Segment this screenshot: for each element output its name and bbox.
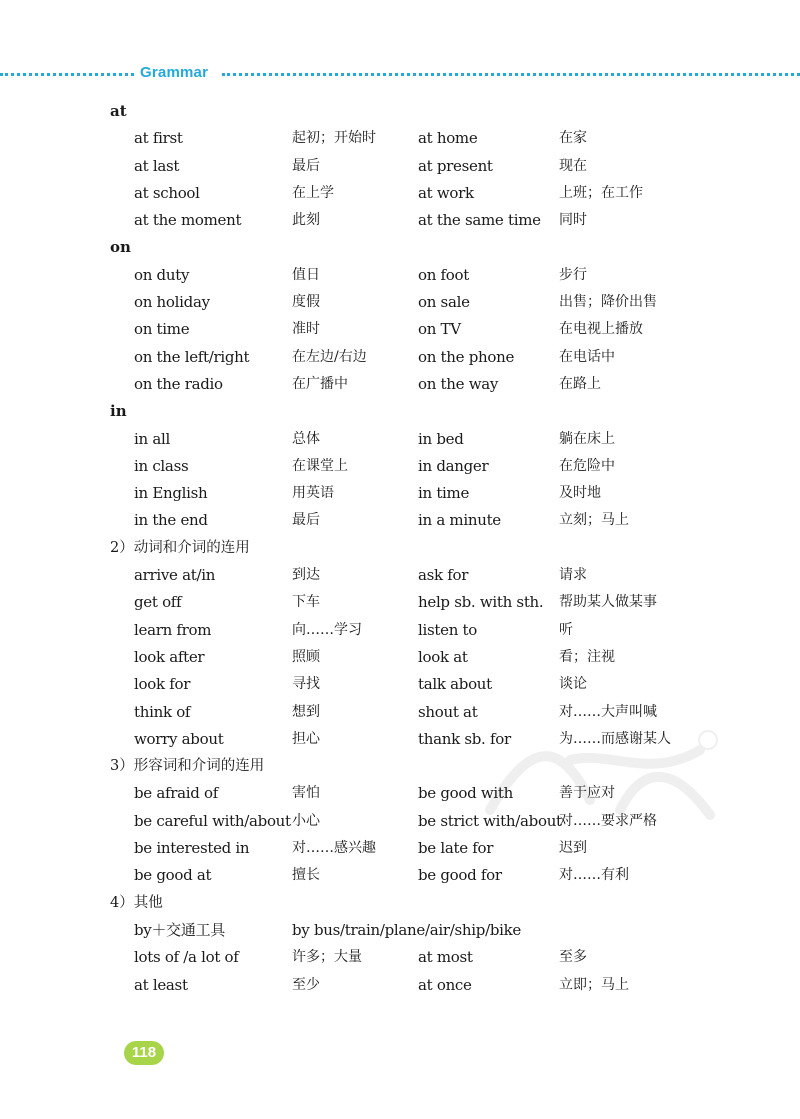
section-header xyxy=(0,64,800,86)
phrase: talk about xyxy=(418,675,492,694)
meaning: 至多 xyxy=(559,949,587,966)
meaning: 寻找 xyxy=(292,676,320,693)
meaning: 在电视上播放 xyxy=(559,321,643,338)
table-row xyxy=(0,371,800,398)
phrase: look for xyxy=(134,675,191,694)
dotted-divider-right xyxy=(222,73,800,76)
phrase: shout at xyxy=(418,702,478,721)
phrase: at school xyxy=(134,183,200,202)
section-heading-verb-prep: 2）动词和介词的连用 xyxy=(110,539,250,556)
meaning: 值日 xyxy=(292,266,320,283)
phrase: in all xyxy=(134,429,170,448)
meaning: 立刻；马上 xyxy=(559,512,629,529)
phrase: at work xyxy=(418,183,474,202)
table-row xyxy=(0,835,800,862)
section-title: Grammar xyxy=(140,64,209,81)
meaning: 现在 xyxy=(559,157,587,174)
meaning: 听 xyxy=(559,621,573,638)
phrase: think of xyxy=(134,702,191,721)
table-row xyxy=(0,780,800,807)
phrase: at first xyxy=(134,129,183,148)
dotted-divider-left xyxy=(0,73,134,76)
meaning: 请求 xyxy=(559,567,587,584)
phrase: in class xyxy=(134,456,189,475)
phrase: at present xyxy=(418,156,493,175)
table-row xyxy=(0,426,800,453)
meaning: 对……大声叫喊 xyxy=(559,703,657,720)
meaning: 同时 xyxy=(559,212,587,229)
phrase: be good with xyxy=(418,784,514,803)
phrase: on holiday xyxy=(134,293,210,312)
meaning: 上班；在工作 xyxy=(559,184,643,201)
meaning: 立即；马上 xyxy=(559,976,629,993)
meaning: 担心 xyxy=(292,730,320,747)
meaning: 此刻 xyxy=(292,212,320,229)
phrase: in danger xyxy=(418,456,489,475)
phrase: arrive at/in xyxy=(134,566,216,585)
phrase: ask for xyxy=(418,566,469,585)
phrase: be late for xyxy=(418,839,494,858)
meaning: 最后 xyxy=(292,157,320,174)
table-row xyxy=(0,699,800,726)
meaning: 在路上 xyxy=(559,375,601,392)
phrase: in English xyxy=(134,484,208,503)
meaning: 准时 xyxy=(292,321,320,338)
section-heading-at: at xyxy=(110,102,127,120)
phrase: be afraid of xyxy=(134,784,219,803)
meaning: 对……有利 xyxy=(559,867,629,884)
meaning: 至少 xyxy=(292,976,320,993)
table-row xyxy=(0,862,800,889)
phrase: be strict with/about xyxy=(418,811,562,830)
meaning: 躺在床上 xyxy=(559,430,615,447)
table-row xyxy=(0,726,800,753)
table-row xyxy=(0,562,800,589)
table-row xyxy=(0,644,800,671)
phrase: at most xyxy=(418,948,473,967)
table-row xyxy=(0,617,800,644)
table-row xyxy=(0,289,800,316)
phrase: lots of /a lot of xyxy=(134,948,239,967)
meaning: 照顾 xyxy=(292,648,320,665)
phrase: help sb. with sth. xyxy=(418,593,544,612)
phrase: on TV xyxy=(418,320,461,339)
meaning: 起初；开始时 xyxy=(292,130,376,147)
table-row xyxy=(0,180,800,207)
phrase-example: by bus/train/plane/air/ship/bike xyxy=(292,920,521,939)
section-heading-in: in xyxy=(110,402,127,421)
phrase: look after xyxy=(134,647,205,666)
meaning: 到达 xyxy=(292,567,320,584)
phrase: be interested in xyxy=(134,839,250,858)
meaning: 擅长 xyxy=(292,867,320,884)
page-number-badge: 118 xyxy=(124,1041,164,1065)
meaning: 向……学习 xyxy=(292,621,362,638)
phrase: in a minute xyxy=(418,511,501,530)
table-row xyxy=(0,671,800,698)
meaning: 步行 xyxy=(559,266,587,283)
section-heading-adj-prep: 3）形容词和介词的连用 xyxy=(110,758,265,775)
table-row xyxy=(0,453,800,480)
meaning: 最后 xyxy=(292,512,320,529)
phrase-list xyxy=(0,98,800,999)
meaning: 在家 xyxy=(559,130,587,147)
meaning: 善于应对 xyxy=(559,785,615,802)
meaning: 在电话中 xyxy=(559,348,615,365)
phrase: at once xyxy=(418,975,472,994)
meaning: 在危险中 xyxy=(559,457,615,474)
phrase: on time xyxy=(134,320,190,339)
phrase: on the way xyxy=(418,374,499,393)
phrase: on duty xyxy=(134,265,190,284)
meaning: 为……而感谢某人 xyxy=(559,730,671,747)
table-row xyxy=(0,808,800,835)
meaning: 对……感兴趣 xyxy=(292,840,376,857)
meaning: 出售；降价出售 xyxy=(559,294,657,311)
phrase: on the phone xyxy=(418,347,515,366)
meaning: 及时地 xyxy=(559,485,601,502)
table-row xyxy=(0,480,800,507)
meaning: 对……要求严格 xyxy=(559,812,657,829)
meaning: 想到 xyxy=(292,703,320,720)
meaning: 在上学 xyxy=(292,184,334,201)
phrase: in time xyxy=(418,484,470,503)
meaning: 用英语 xyxy=(292,485,334,502)
phrase: on the radio xyxy=(134,374,223,393)
phrase: in the end xyxy=(134,511,208,530)
section-heading-on: on xyxy=(110,238,131,257)
phrase: listen to xyxy=(418,620,477,639)
meaning: 度假 xyxy=(292,294,320,311)
table-row xyxy=(0,507,800,534)
phrase: learn from xyxy=(134,620,212,639)
phrase: at home xyxy=(418,129,478,148)
table-row xyxy=(0,917,800,944)
meaning: 总体 xyxy=(292,430,320,447)
phrase: at the moment xyxy=(134,211,242,230)
phrase: at last xyxy=(134,156,180,175)
phrase: in bed xyxy=(418,429,464,448)
meaning: 在左边/右边 xyxy=(292,348,367,365)
meaning: 迟到 xyxy=(559,840,587,857)
phrase: at the same time xyxy=(418,211,541,230)
section-heading-other: 4）其他 xyxy=(110,894,163,911)
meaning: 在课堂上 xyxy=(292,457,348,474)
table-row xyxy=(0,153,800,180)
phrase: be good at xyxy=(134,866,212,885)
phrase: at least xyxy=(134,975,188,994)
meaning: 看；注视 xyxy=(559,648,615,665)
table-row xyxy=(0,262,800,289)
phrase: worry about xyxy=(134,729,224,748)
table-row xyxy=(0,589,800,616)
meaning: 谈论 xyxy=(559,676,587,693)
phrase: be careful with/about xyxy=(134,811,291,830)
meaning: 小心 xyxy=(292,812,320,829)
meaning: 许多；大量 xyxy=(292,949,362,966)
phrase: look at xyxy=(418,647,468,666)
phrase: be good for xyxy=(418,866,502,885)
meaning: 帮助某人做某事 xyxy=(559,594,657,611)
meaning: 下车 xyxy=(292,594,320,611)
phrase: get off xyxy=(134,593,182,612)
meaning: 害怕 xyxy=(292,785,320,802)
table-row xyxy=(0,125,800,152)
table-row xyxy=(0,344,800,371)
table-row xyxy=(0,972,800,999)
phrase: by＋交通工具 xyxy=(134,920,225,939)
phrase: on foot xyxy=(418,265,470,284)
meaning: 在广播中 xyxy=(292,375,348,392)
table-row xyxy=(0,944,800,971)
phrase: on the left/right xyxy=(134,347,250,366)
phrase: thank sb. for xyxy=(418,729,511,748)
phrase: on sale xyxy=(418,293,470,312)
table-row xyxy=(0,207,800,234)
table-row xyxy=(0,316,800,343)
